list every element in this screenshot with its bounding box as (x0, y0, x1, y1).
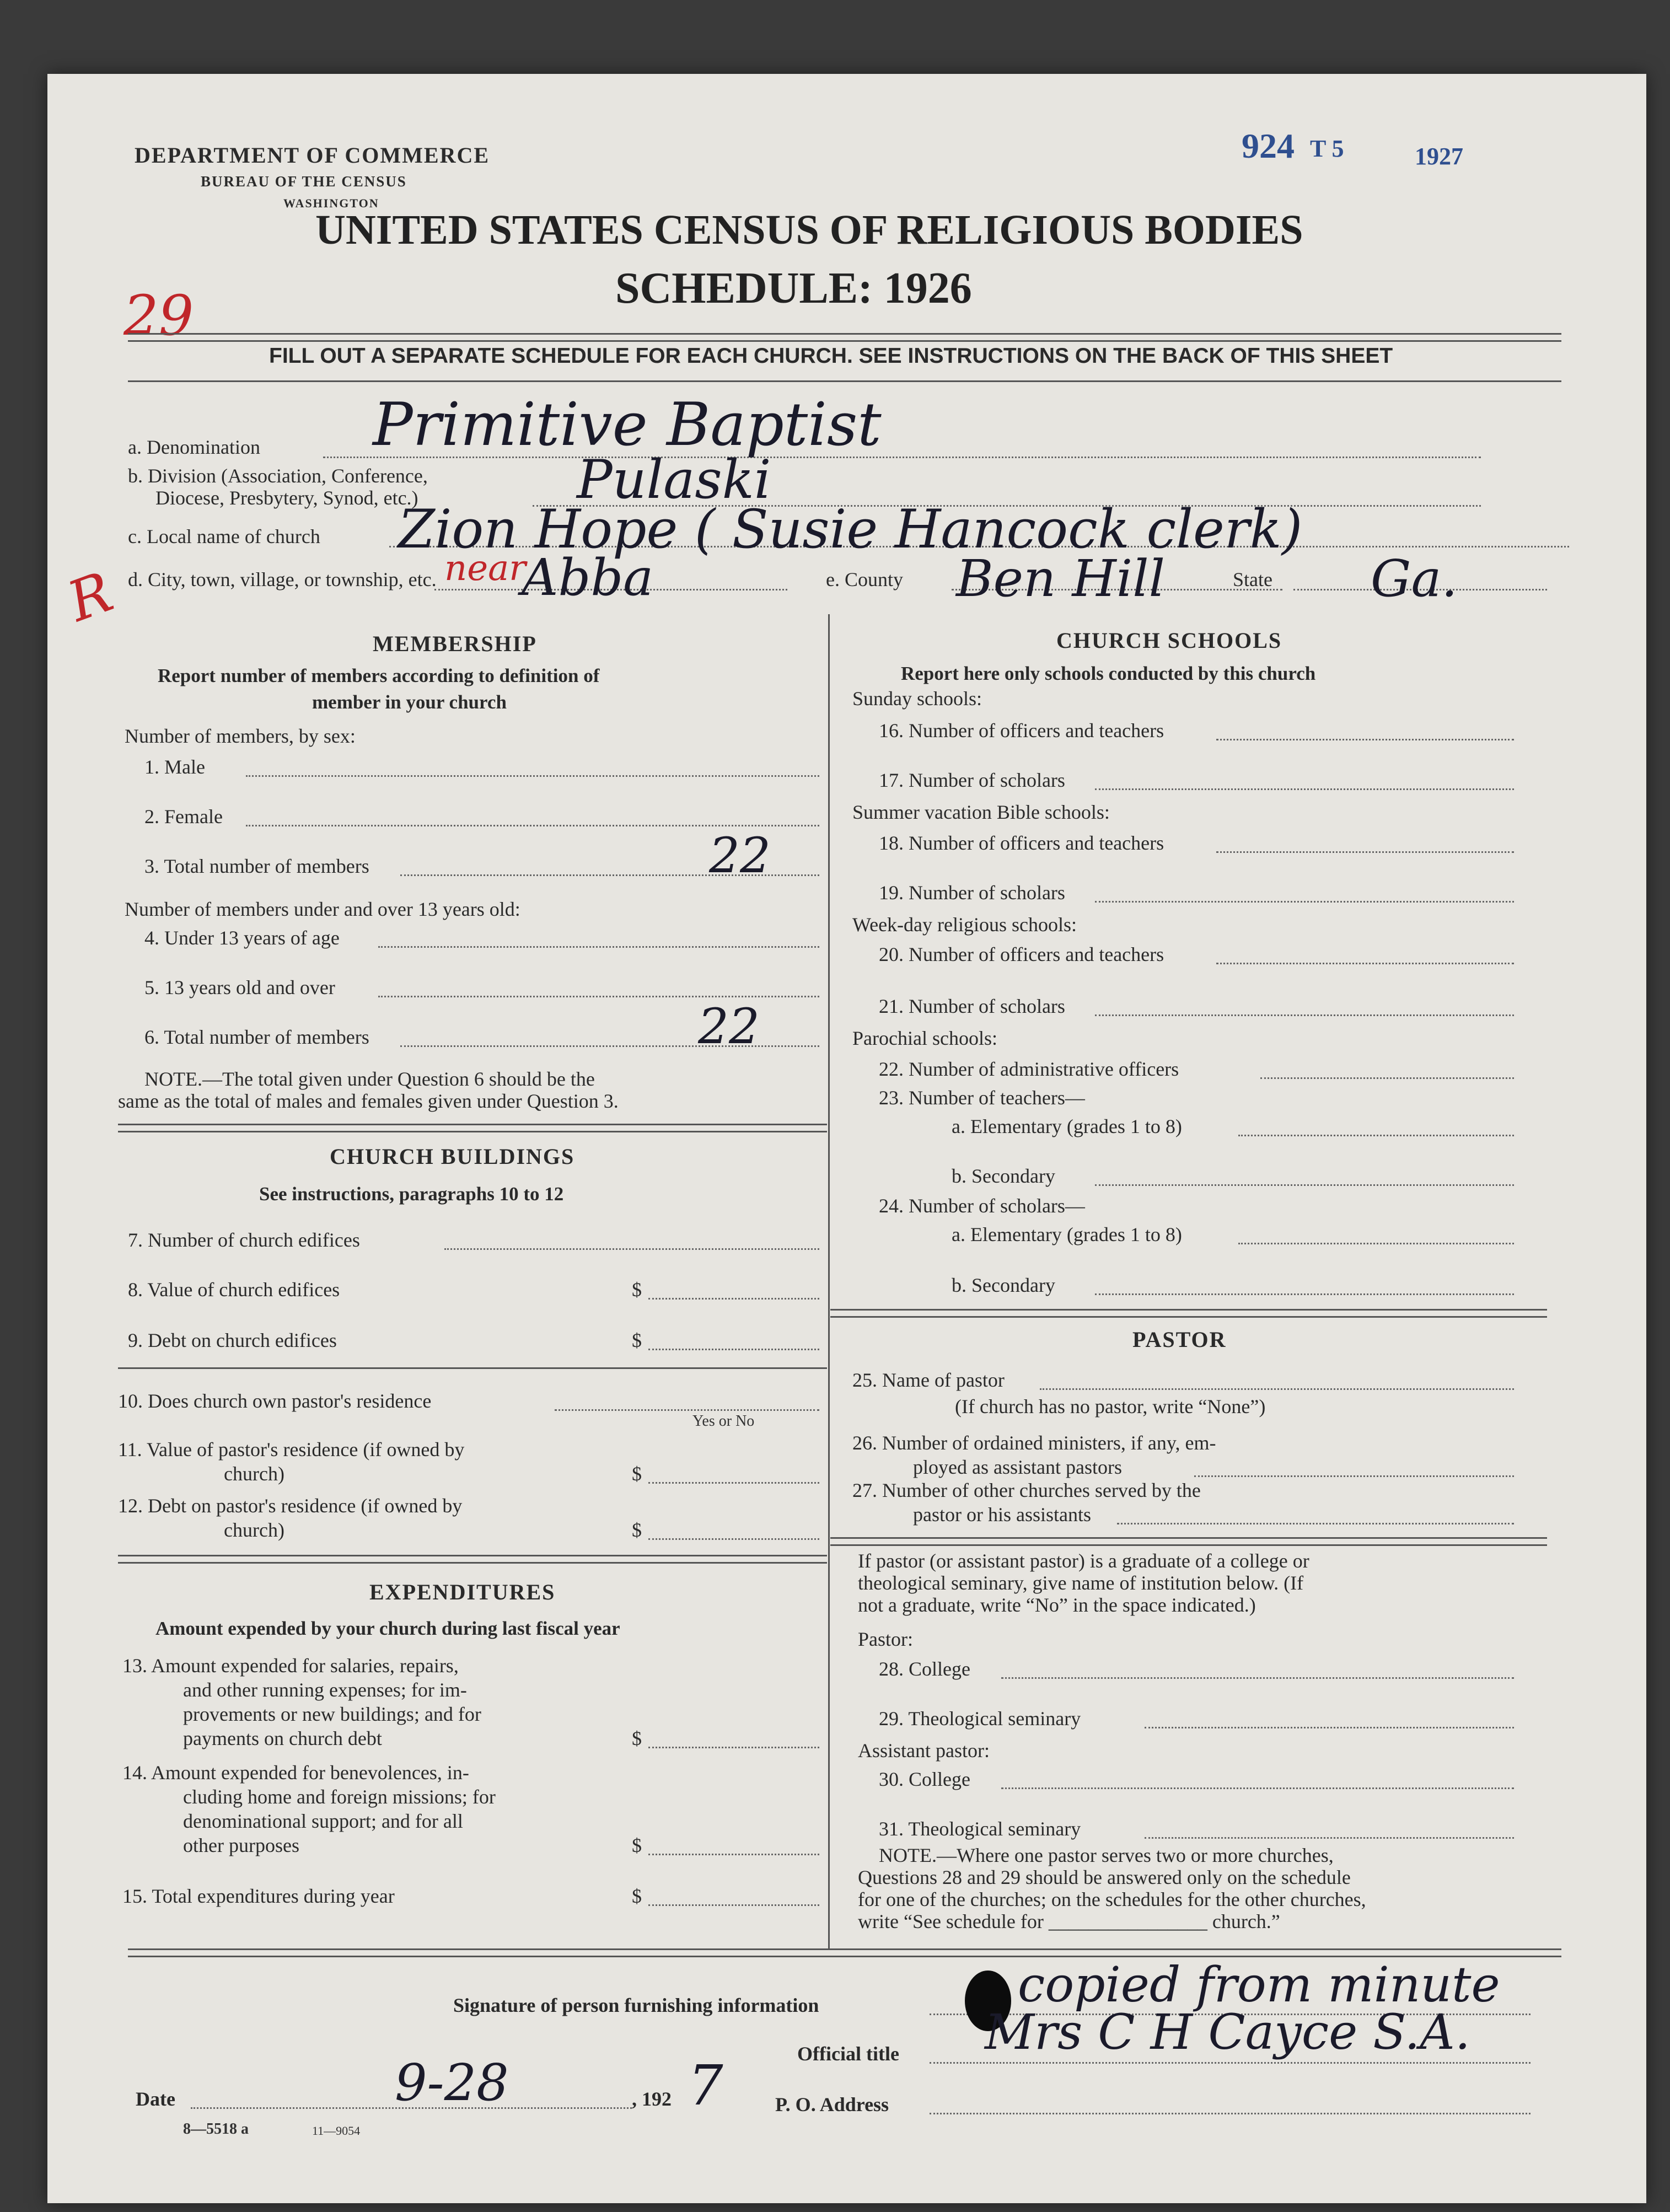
q14-label-2: cluding home and foreign missions; for (183, 1786, 496, 1808)
signature-value[interactable]: copied from minute (1018, 1956, 1500, 2013)
grad-note-1: If pastor (or assistant pastor) is a graduate of a college or (858, 1550, 1309, 1572)
column-divider (828, 614, 830, 1948)
census-schedule-sheet (47, 74, 1646, 2203)
q11-label-1: 11. Value of pastor's residence (if owned by (118, 1438, 465, 1461)
date-value[interactable]: 9-28 (395, 2053, 509, 2112)
q31-label: 31. Theological seminary (879, 1818, 1081, 1840)
q12-dollar: $ (632, 1519, 642, 1541)
membership-rule (118, 1124, 827, 1132)
q3-total-value[interactable]: 22 (709, 827, 771, 884)
q2-line (246, 825, 819, 826)
parochial-schools-label: Parochial schools: (852, 1027, 997, 1049)
q9-label: 9. Debt on church edifices (128, 1329, 337, 1351)
q22-line (1260, 1077, 1514, 1079)
q26-label-2: ployed as assistant pastors (913, 1456, 1122, 1478)
q10-line (555, 1409, 819, 1411)
q13-label-2: and other running expenses; for im- (183, 1679, 467, 1701)
q30-line (1001, 1787, 1514, 1789)
q9-dollar: $ (632, 1329, 642, 1351)
county-value[interactable]: Ben Hill (956, 549, 1166, 608)
q23-label: 23. Number of teachers— (879, 1087, 1085, 1109)
q21-line (1095, 1014, 1514, 1016)
q31-line (1145, 1837, 1514, 1839)
summer-schools-label: Summer vacation Bible schools: (852, 801, 1110, 823)
q30-label: 30. College (879, 1768, 970, 1790)
q7-label: 7. Number of church edifices (128, 1229, 360, 1251)
q26-line (1194, 1475, 1514, 1477)
date-label: Date (136, 2088, 175, 2110)
q24-label: 24. Number of scholars— (879, 1195, 1085, 1217)
q21-label: 21. Number of scholars (879, 995, 1065, 1017)
pastor-title: PASTOR (1132, 1327, 1227, 1352)
form-title: UNITED STATES CENSUS OF RELIGIOUS BODIES (315, 207, 1303, 253)
membership-sub-2: member in your church (312, 691, 507, 713)
buildings-rule (118, 1367, 827, 1369)
receipt-stamp-number: 924 (1242, 126, 1295, 165)
year-value[interactable]: 7 (688, 2053, 723, 2118)
buildings-title: CHURCH BUILDINGS (330, 1144, 575, 1169)
q20-label: 20. Number of officers and teachers (879, 943, 1164, 965)
denomination-label: a. Denomination (128, 436, 260, 458)
official-title-value[interactable]: Mrs C H Cayce S.A. (985, 2004, 1470, 2060)
q6-total-label: 6. Total number of members (144, 1026, 369, 1048)
q24b-line (1095, 1293, 1514, 1295)
q18-line (1216, 851, 1514, 853)
bureau-heading: BUREAU OF THE CENSUS (201, 173, 407, 190)
official-title-label: Official title (797, 2043, 899, 2065)
q6-total-value[interactable]: 22 (698, 998, 760, 1055)
state-label: State (1233, 568, 1272, 590)
buildings-sub: See instructions, paragraphs 10 to 12 (259, 1183, 564, 1205)
q18-label: 18. Number of officers and teachers (879, 832, 1164, 854)
grad-top-rule (830, 1537, 1547, 1546)
print-number: 11—9054 (312, 2124, 361, 2138)
po-address-label: P. O. Address (775, 2093, 889, 2116)
po-address-line (930, 2113, 1531, 2114)
q11-line (648, 1482, 819, 1484)
receipt-stamp-date: T 5 (1310, 135, 1344, 162)
q29-label: 29. Theological seminary (879, 1708, 1081, 1730)
q4-line (378, 946, 819, 948)
pastor-note-3: for one of the churches; on the schedules for the other churches, (858, 1888, 1366, 1910)
q15-line (648, 1904, 819, 1906)
q22-label: 22. Number of administrative officers (879, 1058, 1179, 1080)
membership-note-2: same as the total of males and females given under Question 3. (118, 1090, 619, 1112)
division-label-1: b. Division (Association, Conference, (128, 465, 428, 487)
q5-over13-label: 5. 13 years old and over (144, 976, 335, 998)
sunday-schools-label: Sunday schools: (852, 688, 982, 710)
red-page-mark: 29 (123, 283, 194, 348)
q4-under13-label: 4. Under 13 years of age (144, 927, 340, 949)
membership-title: MEMBERSHIP (373, 631, 537, 656)
q27-label-1: 27. Number of other churches served by the (852, 1479, 1201, 1501)
q25-line (1040, 1388, 1514, 1390)
q10-label: 10. Does church own pastor's residence (118, 1390, 432, 1412)
q25-label: 25. Name of pastor (852, 1369, 1005, 1391)
pastor-top-rule (830, 1309, 1547, 1318)
q13-line (648, 1747, 819, 1748)
division-label-2: Diocese, Presbytery, Synod, etc.) (155, 487, 418, 509)
signature-label: Signature of person furnishing information (453, 1994, 819, 2016)
pastor-note-4: write “See schedule for ________________ church.” (858, 1910, 1280, 1932)
members-by-sex-label: Number of members, by sex: (125, 725, 356, 747)
church-name-value[interactable]: Zion Hope ( Susie Hancock clerk) (398, 498, 1303, 560)
schools-sub: Report here only schools conducted by this church (901, 663, 1316, 684)
q1-male-label: 1. Male (144, 756, 205, 778)
q17-label: 17. Number of scholars (879, 769, 1065, 791)
q15-label: 15. Total expenditures during year (122, 1885, 395, 1907)
q11-label-2: church) (224, 1463, 284, 1485)
q8-label: 8. Value of church edifices (128, 1279, 340, 1301)
schedule-title: SCHEDULE: 1926 (615, 264, 972, 313)
assistant-pastor-sublabel: Assistant pastor: (858, 1739, 990, 1762)
pastor-note-1: NOTE.—Where one pastor serves two or more churches, (879, 1844, 1334, 1866)
q24a-label: a. Elementary (grades 1 to 8) (952, 1223, 1182, 1245)
q14-label-4: other purposes (183, 1834, 299, 1856)
q13-label-3: provements or new buildings; and for (183, 1703, 481, 1725)
q8-line (648, 1298, 819, 1300)
q5-line (378, 996, 819, 997)
q14-label-3: denominational support; and for all (183, 1810, 463, 1832)
yes-no-hint: Yes or No (692, 1413, 755, 1430)
city-red-note: near (444, 548, 526, 589)
grad-note-2: theological seminary, give name of institution below. (If (858, 1572, 1304, 1594)
grad-note-3: not a graduate, write “No” in the space indicated.) (858, 1594, 1256, 1616)
division-value[interactable]: Pulaski (577, 449, 771, 511)
weekday-schools-label: Week-day religious schools: (852, 914, 1077, 936)
pastor-note-2: Questions 28 and 29 should be answered only on the schedule (858, 1866, 1351, 1888)
q23a-line (1238, 1135, 1514, 1136)
q19-label: 19. Number of scholars (879, 882, 1065, 904)
pastor-sublabel: Pastor: (858, 1628, 914, 1650)
q16-label: 16. Number of officers and teachers (879, 720, 1164, 742)
q15-dollar: $ (632, 1885, 642, 1907)
schools-title: CHURCH SCHOOLS (1056, 628, 1282, 653)
county-label: e. County (826, 568, 903, 590)
denomination-value[interactable]: Primitive Baptist (373, 390, 882, 459)
membership-note-1: NOTE.—The total given under Question 6 should be the (144, 1068, 595, 1090)
q24b-label: b. Secondary (952, 1274, 1055, 1296)
q8-dollar: $ (632, 1279, 642, 1301)
dept-heading: DEPARTMENT OF COMMERCE (135, 143, 490, 168)
q17-line (1095, 788, 1514, 790)
expenditures-top-rule (118, 1555, 827, 1564)
q14-label-1: 14. Amount expended for benevolences, in- (122, 1762, 469, 1784)
q27-line (1117, 1523, 1514, 1524)
header-rule-bottom (128, 380, 1561, 382)
q23b-line (1095, 1184, 1514, 1186)
q14-line (648, 1854, 819, 1855)
q29-line (1145, 1727, 1514, 1728)
q9-line (648, 1349, 819, 1350)
city-value[interactable]: Abba (522, 548, 654, 607)
q13-dollar: $ (632, 1727, 642, 1749)
q3-total-label: 3. Total number of members (144, 855, 369, 877)
q27-label-2: pastor or his assistants (913, 1504, 1091, 1526)
header-rule-top (128, 333, 1561, 342)
q7-line (444, 1248, 819, 1250)
q20-line (1216, 963, 1514, 964)
q12-label-2: church) (224, 1519, 284, 1541)
q23a-label: a. Elementary (grades 1 to 8) (952, 1115, 1182, 1137)
q28-label: 28. College (879, 1658, 970, 1680)
q12-label-1: 12. Debt on pastor's residence (if owned by (118, 1495, 463, 1517)
q11-dollar: $ (632, 1463, 642, 1485)
q13-label-1: 13. Amount expended for salaries, repairs, (122, 1655, 459, 1677)
form-number: 8—5518 a (183, 2120, 249, 2138)
q2-female-label: 2. Female (144, 806, 223, 828)
official-title-line (930, 2062, 1531, 2064)
q25-note: (If church has no pastor, write “None”) (955, 1395, 1266, 1418)
expenditures-title: EXPENDITURES (369, 1580, 556, 1604)
year-prefix: , 192 (632, 2088, 672, 2110)
q16-line (1216, 739, 1514, 740)
church-name-label: c. Local name of church (128, 525, 320, 547)
q13-label-4: payments on church debt (183, 1727, 382, 1749)
q26-label-1: 26. Number of ordained ministers, if any, em- (852, 1432, 1216, 1454)
instruction-line: FILL OUT A SEPARATE SCHEDULE FOR EACH CHURCH. SEE INSTRUCTIONS ON THE BACK OF THIS SHEET (269, 344, 1393, 368)
expenditures-sub: Amount expended by your church during last fiscal year (155, 1618, 620, 1639)
members-by-age-label: Number of members under and over 13 years old: (125, 898, 520, 920)
city-heading: WASHINGTON (283, 196, 379, 210)
q24a-line (1238, 1243, 1514, 1244)
membership-sub-1: Report number of members according to definition of (158, 665, 600, 686)
city-label: d. City, town, village, or township, etc. (128, 568, 437, 590)
q28-line (1001, 1677, 1514, 1679)
q14-dollar: $ (632, 1834, 642, 1856)
receipt-stamp-year: 1927 (1415, 143, 1463, 170)
red-side-mark: R (60, 559, 121, 635)
q12-line (648, 1538, 819, 1540)
q23b-label: b. Secondary (952, 1165, 1055, 1187)
q1-line (246, 775, 819, 777)
q19-line (1095, 901, 1514, 903)
state-value[interactable]: Ga. (1371, 549, 1458, 608)
